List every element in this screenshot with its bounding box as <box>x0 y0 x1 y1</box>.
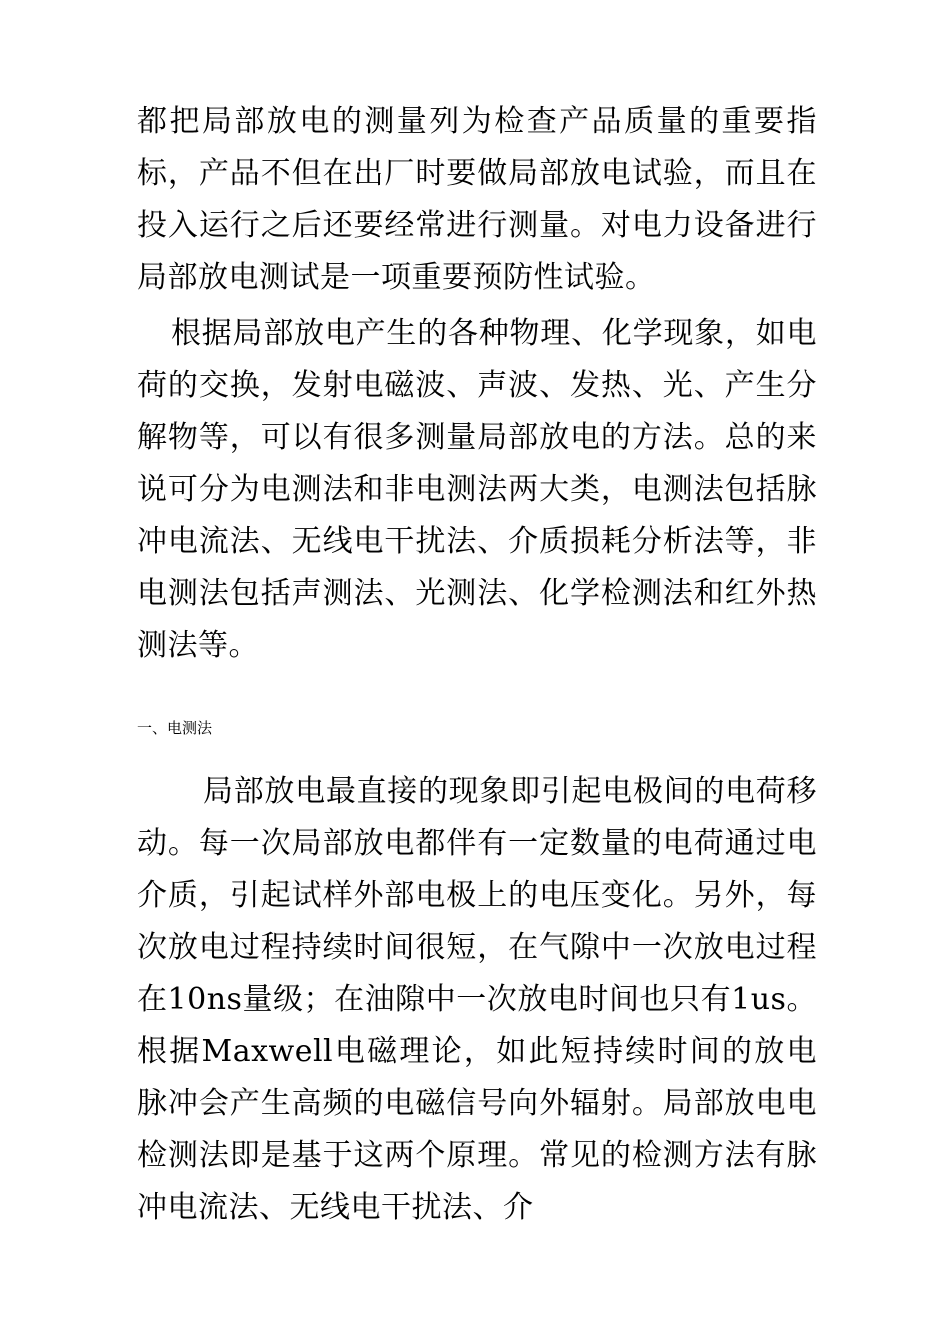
section-heading: 一、电测法 <box>137 719 213 737</box>
paragraph-measurement-methods: 根据局部放电产生的各种物理、化学现象，如电荷的交换，发射电磁波、声波、发热、光、产生分解物等，可以有很多测量局部放电的方法。总的来说可分为电测法和非电测法两大类，电测法包括脉冲电流法、无线电干扰法、介质损耗分析法等，非电测法包括声测法、光测法、化学检测法和红外热测法等。 <box>137 316 817 663</box>
document-body <box>137 96 817 1234</box>
paragraph-continuation: 都把局部放电的测量列为检查产品质量的重要指标，产品不但在出厂时要做局部放电试验，而且在投入运行之后还要经常进行测量。对电力设备进行局部放电测试是一项重要预防性试验。 <box>137 104 817 295</box>
paragraph-electrical-method: 局部放电最直接的现象即引起电极间的电荷移动。每一次局部放电都伴有一定数量的电荷通过电介质，引起试样外部电极上的电压变化。另外，每次放电过程持续时间很短，在气隙中一次放电过程在10ns量级；在油隙中一次放电时间也只有1us。根据Maxwell电磁理论，如此短持续时间的放电脉冲会产生高频的电磁信号向外辐射。局部放电电检测法即是基于这两个原理。常见的检测方法有脉冲电流法、无线电干扰法、介 <box>137 774 817 1225</box>
